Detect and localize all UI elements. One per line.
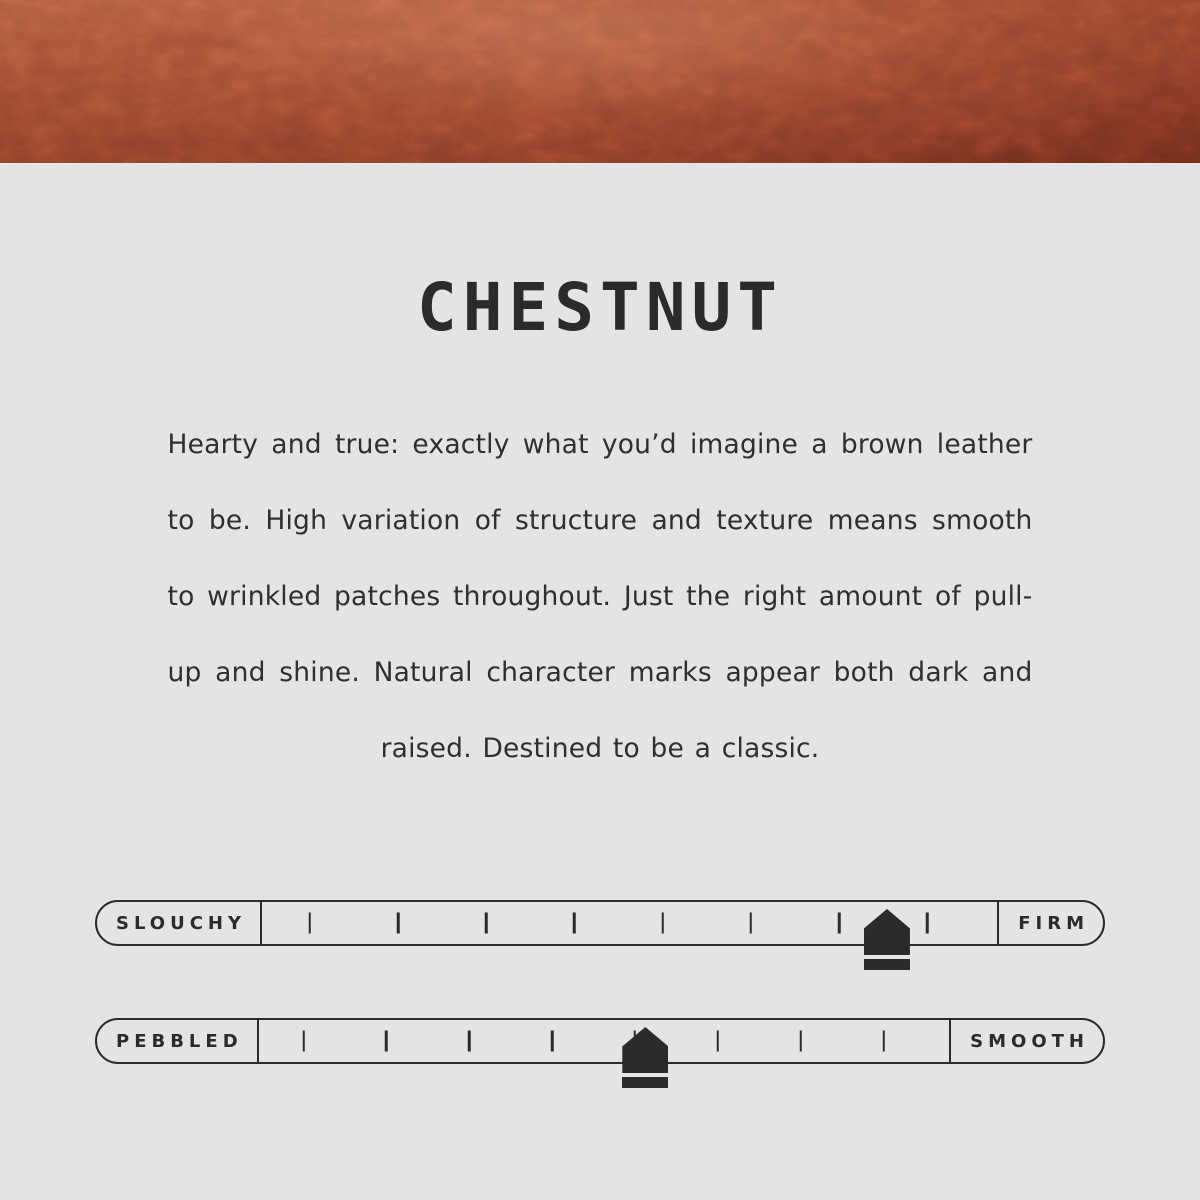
scale-tick [634,1031,637,1052]
description-text: Hearty and true: exactly what you’d imagine a brown leather to be. High variation of structure and texture means smooth to wrinkled patches throughout. Just the right amount of pull-up and shine. Natural character marks appear both dark and raised. Destined to be a classic. [167,429,1033,764]
scale-tick [397,913,400,934]
scale-tick [385,1031,388,1052]
scale-tick [661,913,664,934]
scale-tick [551,1031,554,1052]
scale-texture-track[interactable] [259,1020,950,1062]
scale-tick [573,913,576,934]
scale-tick [838,913,841,934]
scale-firmness-track[interactable] [262,902,997,944]
scale-tick [485,913,488,934]
scale-tick [926,913,929,934]
scale-tick [717,1031,720,1052]
attribute-scales [0,900,1200,1136]
scale-texture-left-label: PEBBLED [97,1020,259,1062]
scale-texture [95,1018,1105,1136]
page-title: CHESTNUT [417,269,783,346]
scale-tick [468,1031,471,1052]
scale-firmness-marker[interactable] [864,909,910,970]
scale-firmness-left-label: SLOUCHY [97,902,262,944]
scale-texture-marker[interactable] [622,1027,668,1088]
scale-tick [309,913,312,934]
scale-tick [882,1031,885,1052]
leather-vignette [0,0,1200,163]
leather-texture-banner [0,0,1200,163]
scale-firmness-right-label: FIRM [997,902,1103,944]
scale-texture-right-label: SMOOTH [949,1020,1103,1062]
scale-firmness [95,900,1105,1018]
scale-tick [750,913,753,934]
scale-tick [302,1031,305,1052]
scale-tick [799,1031,802,1052]
